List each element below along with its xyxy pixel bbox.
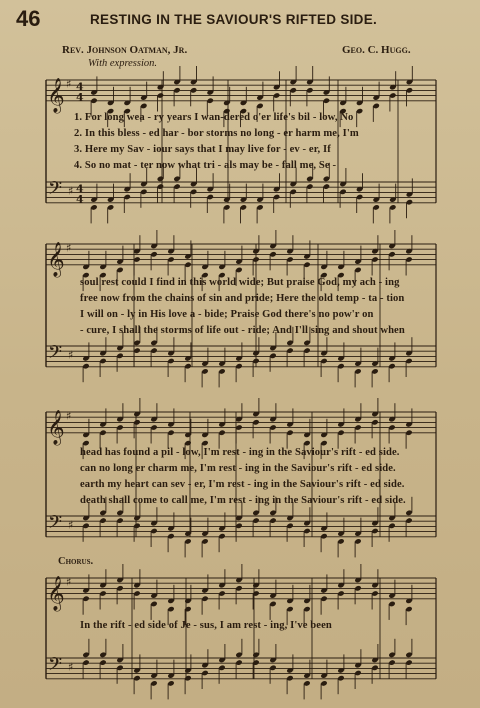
- lyric-line: death shall come to call me, I'm rest - ing in the Saviour's rift - ed side.: [80, 495, 406, 506]
- chorus-label: Chorus.: [58, 556, 94, 567]
- lyricist-credit: Rev. Johnson Oatman, Jr.: [62, 44, 188, 56]
- clef-icon: 𝄢: [48, 654, 63, 680]
- clef-icon: 𝄞: [47, 575, 65, 611]
- lyric-line: 4. So no mat - ter now what tri - als may be - fall me, Se -: [74, 160, 337, 171]
- clef-icon: 𝄞: [47, 241, 65, 277]
- sharp-icon: ♯: [68, 348, 74, 362]
- time-signature: 4: [76, 90, 84, 104]
- expression-marking: With expression.: [88, 58, 158, 69]
- time-signature: 4: [76, 182, 84, 196]
- sharp-icon: ♯: [68, 660, 74, 674]
- lyric-line: earth my heart can sev - er, I'm rest - ing in the Saviour's rift - ed side.: [80, 479, 405, 490]
- lyric-line: 2. In this bless - ed har - bor storms no long - er harm me, I'm: [74, 128, 359, 139]
- clef-icon: 𝄞: [47, 409, 65, 445]
- lyric-line: can no long er charm me, I'm rest - ing in the Saviour's rift - ed side.: [80, 463, 396, 474]
- sharp-icon: ♯: [68, 184, 74, 198]
- sharp-icon: ♯: [68, 518, 74, 532]
- clef-icon: 𝄢: [48, 342, 63, 368]
- lyric-line: head has found a pil - low, I'm rest - ing in the Saviour's rift - ed side.: [80, 447, 400, 458]
- composer-credit: Geo. C. Hugg.: [342, 44, 411, 56]
- lyric-line: I will on - ly in His love a - bide; Praise God there's no pow'r on: [80, 309, 374, 320]
- lyric-line: - cure, I shall the storms of life out - ride; And I'll sing and shout when: [80, 325, 405, 336]
- lyric-line: soul rest could I find in this world wide; But praise God, my ach - ing: [80, 277, 400, 288]
- sharp-icon: ♯: [66, 409, 72, 423]
- lyric-line: 1. For long wea - ry years I wan-dered o'er life's bil - low, No: [74, 112, 354, 123]
- clef-icon: 𝄢: [48, 178, 63, 204]
- hymn-title: RESTING IN THE SAVIOUR'S RIFTED SIDE.: [90, 12, 378, 27]
- sharp-icon: ♯: [66, 575, 72, 589]
- clef-icon: 𝄢: [48, 512, 63, 538]
- page-number: 46: [16, 6, 41, 31]
- lyric-line: In the rift - ed side of Je - sus, I am rest - ing, I've been: [80, 620, 332, 631]
- sharp-icon: ♯: [66, 241, 72, 255]
- clef-icon: 𝄞: [47, 77, 65, 113]
- time-signature: 4: [76, 192, 84, 206]
- time-signature: 4: [76, 80, 84, 94]
- lyric-line: 3. Here my Sav - iour says that I may live for - ev - er, If: [74, 144, 331, 155]
- sharp-icon: ♯: [66, 77, 72, 91]
- lyric-line: free now from the chains of sin and pride; Here the old temp - ta - tion: [80, 293, 405, 304]
